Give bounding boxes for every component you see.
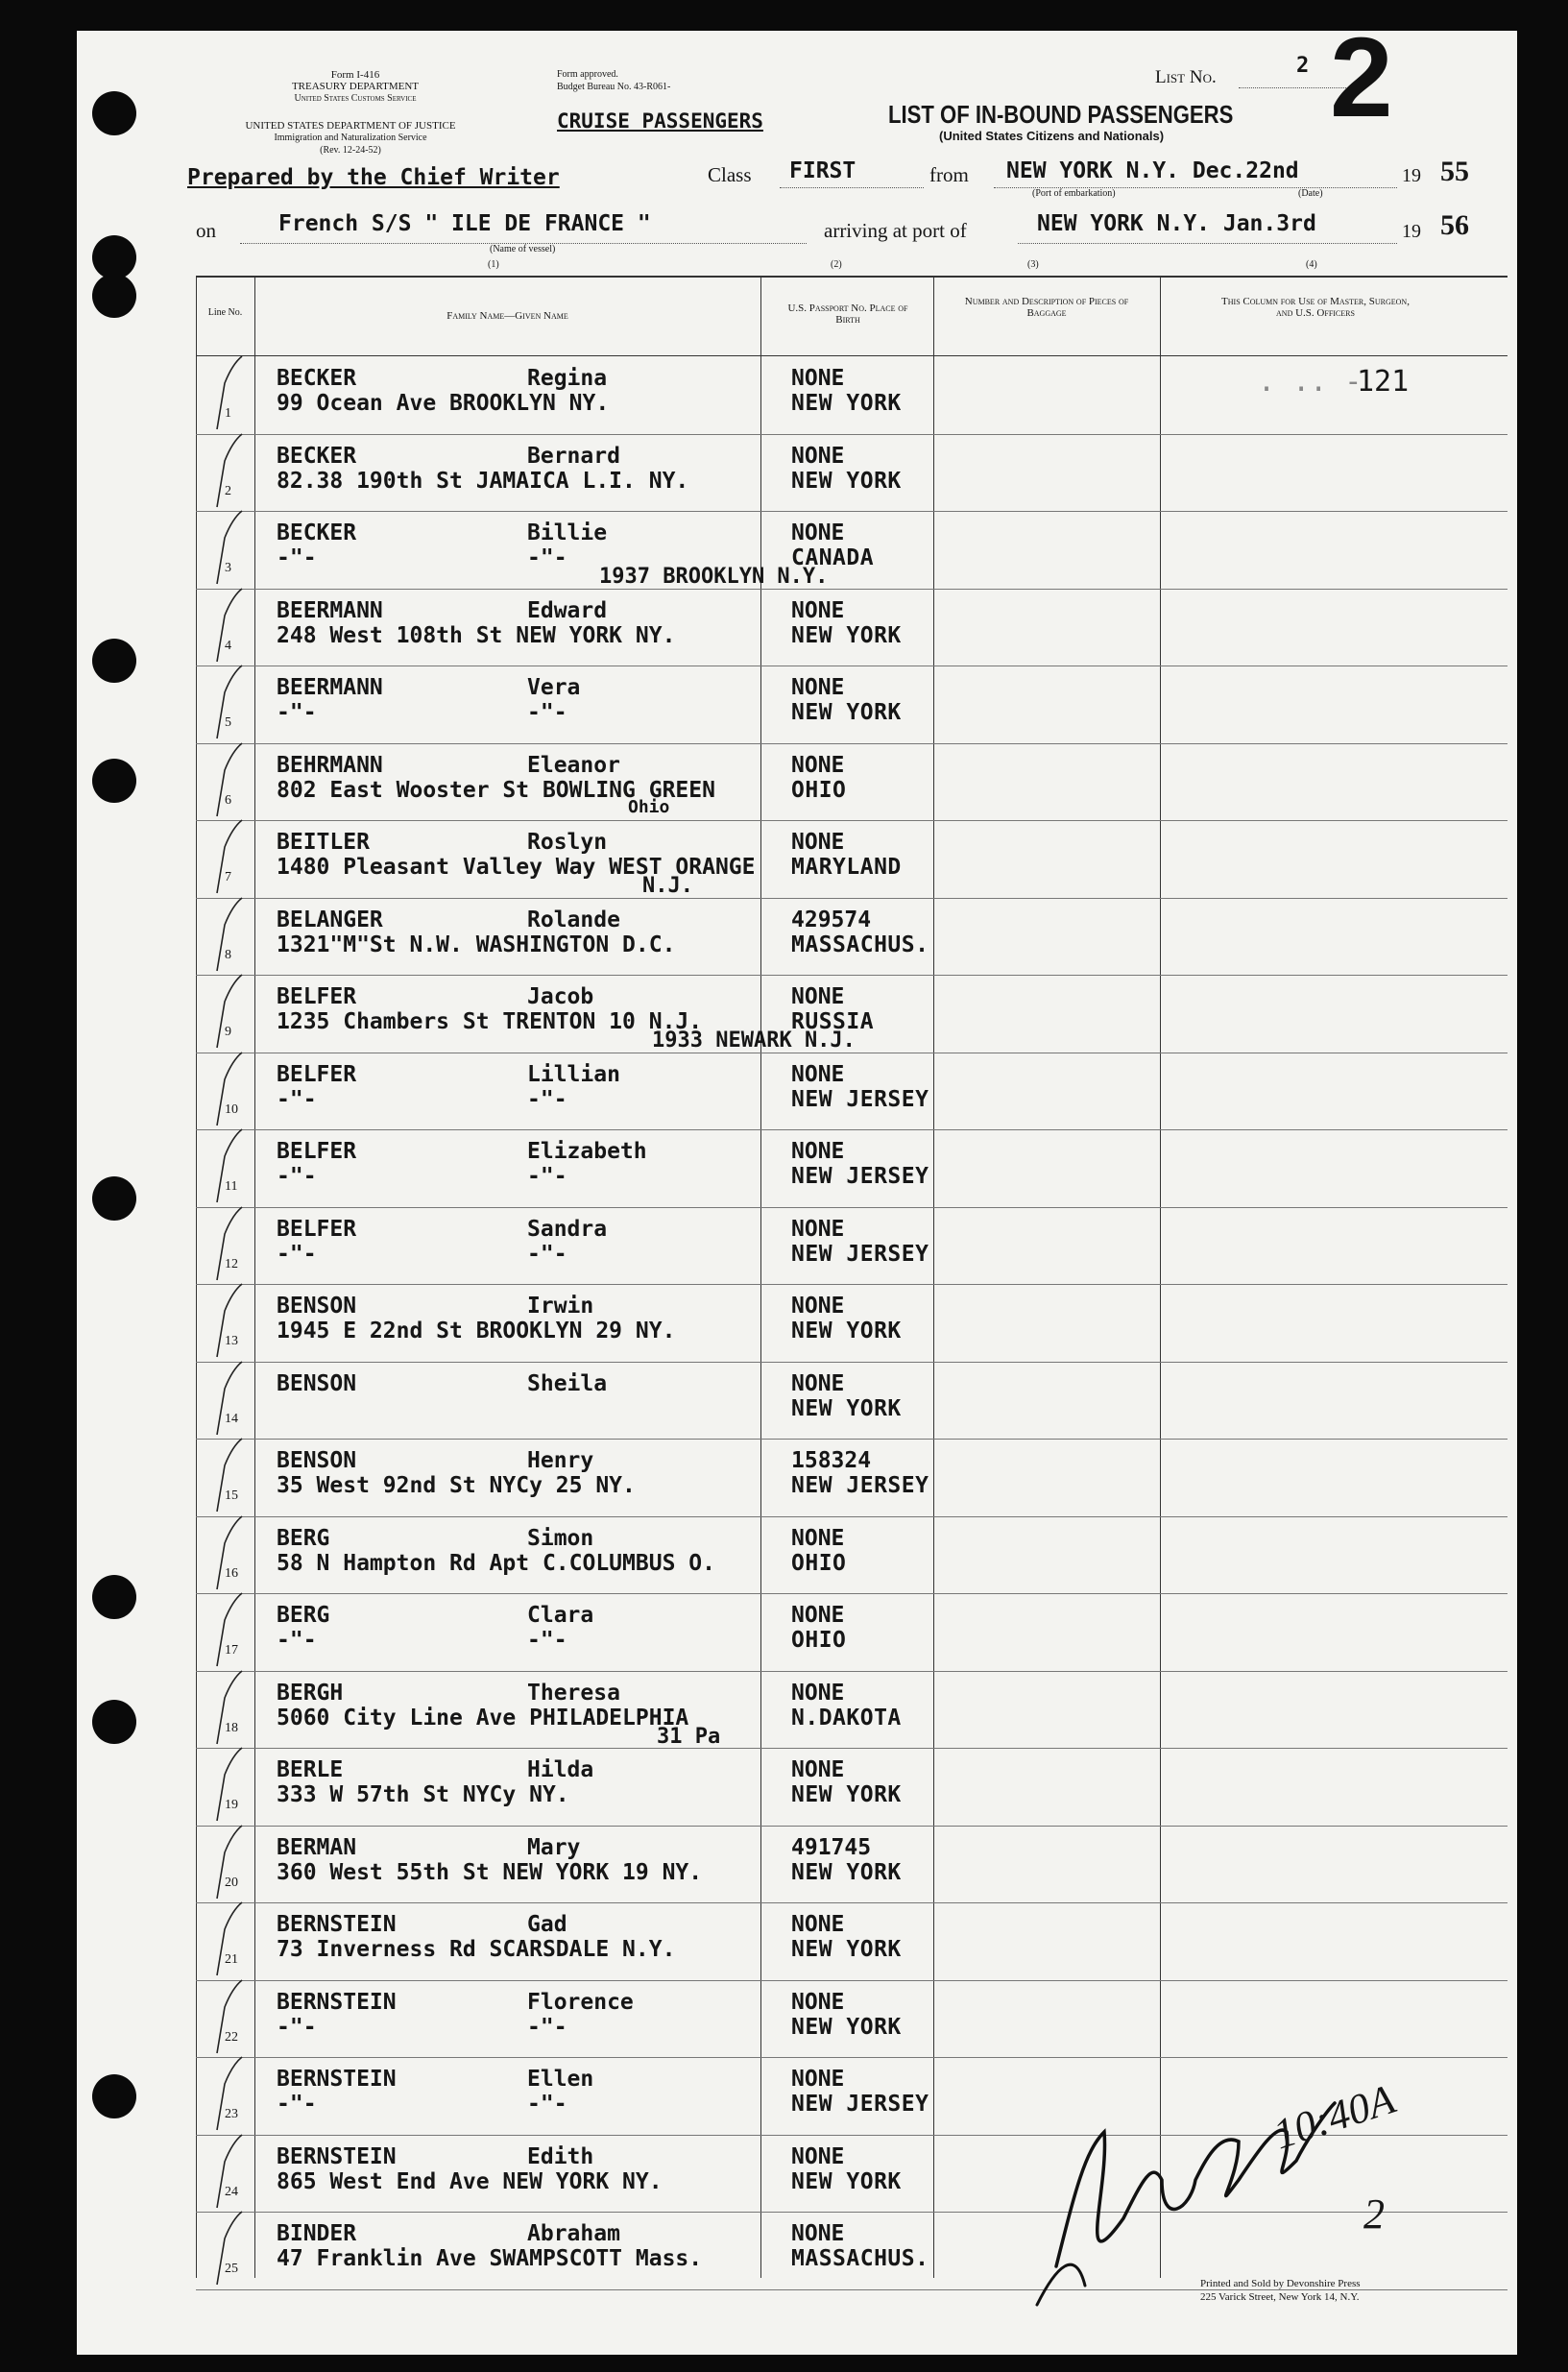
line-number: 8: [225, 947, 231, 962]
family-name: BEITLER: [277, 830, 370, 855]
place-of-birth: NEW YORK: [791, 2014, 902, 2040]
given-name: Elizabeth: [527, 1139, 647, 1164]
address: 35 West 92nd St NYCy 25 NY.: [277, 1473, 636, 1498]
address: 1945 E 22nd St BROOKLYN 29 NY.: [277, 1319, 676, 1343]
list-number-handwritten: 2: [1330, 14, 1393, 141]
passport-number: NONE: [791, 2221, 845, 2246]
check-mark-icon: [213, 1437, 244, 1513]
year1-prefix: 19: [1402, 165, 1421, 186]
prepared-by: Prepared by the Chief Writer: [187, 165, 560, 190]
family-name: BERNSTEIN: [277, 2067, 397, 2092]
place-of-birth: CANADA: [791, 545, 875, 570]
passport-number: NONE: [791, 1757, 845, 1782]
place-of-birth: NEW YORK: [791, 1319, 902, 1343]
table-row: [196, 1516, 1508, 1595]
address: 360 West 55th St NEW YORK 19 NY.: [277, 1859, 703, 1885]
officer-count: 121: [1357, 365, 1410, 399]
passport-number: NONE: [791, 1139, 845, 1164]
place-of-birth: NEW YORK: [791, 1782, 902, 1807]
passport-number: NONE: [791, 2067, 845, 2092]
family-name: BEERMANN: [277, 675, 383, 700]
check-mark-icon: [213, 1900, 244, 1977]
justice-label: UNITED STATES DEPARTMENT OF JUSTICE: [245, 120, 456, 132]
table-row: [196, 1593, 1508, 1672]
check-mark-icon: [213, 509, 244, 586]
table-row: [196, 1748, 1508, 1827]
cruise-stamp: CRUISE PASSENGERS: [557, 109, 763, 133]
passport-number: NONE: [791, 1912, 845, 1937]
address: -"-: [277, 1164, 317, 1189]
table-row: [196, 356, 1508, 435]
date-caption: (Date): [1298, 188, 1323, 199]
table-row: [196, 743, 1508, 822]
address: -"-: [277, 2014, 317, 2040]
address: -"-: [277, 545, 317, 570]
table-row: [196, 1207, 1508, 1286]
table-row: [196, 1129, 1508, 1208]
address: -"-: [277, 1628, 317, 1653]
document-subtitle: (United States Citizens and Nationals): [939, 129, 1165, 143]
address: 333 W 57th St NYCy NY.: [277, 1782, 569, 1807]
place-of-birth: OHIO: [791, 1550, 847, 1576]
faint-marks: . .. -: [1258, 365, 1363, 399]
table-row: [196, 511, 1508, 590]
address: -"-: [277, 700, 317, 725]
family-name: BECKER: [277, 443, 357, 469]
address: 58 N Hampton Rd Apt C.COLUMBUS O.: [277, 1550, 715, 1576]
family-name: BERMAN: [277, 1834, 357, 1860]
check-mark-icon: [213, 818, 244, 895]
check-mark-icon: [213, 1127, 244, 1204]
punch-hole: [92, 1575, 136, 1619]
address: 1235 Chambers St TRENTON 10 N.J.: [277, 1009, 703, 1034]
address: -"-: [277, 1086, 317, 1112]
line-number: 16: [225, 1565, 238, 1581]
family-name: BELFER: [277, 984, 357, 1009]
family-name: BERNSTEIN: [277, 1989, 397, 2015]
place-of-birth: MASSACHUS.: [791, 2246, 929, 2271]
address: 5060 City Line Ave PHILADELPHIA: [277, 1705, 689, 1731]
table-row: [196, 1053, 1508, 1131]
line-number: 3: [225, 561, 231, 575]
place-of-birth: NEW YORK: [791, 391, 902, 416]
arriving-label: arriving at port of: [824, 219, 967, 242]
line-number: 13: [225, 1334, 238, 1348]
given-name: Vera: [527, 675, 581, 700]
punch-hole: [92, 91, 136, 135]
line-number: 1: [225, 406, 231, 421]
table-row: [196, 975, 1508, 1053]
signature-time: 10:40A: [1267, 2074, 1401, 2159]
family-name: BECKER: [277, 366, 357, 391]
passport-number: 429574: [791, 907, 872, 932]
budget-label: Budget Bureau No. 43-R061-: [557, 82, 671, 92]
treasury-label: TREASURY DEPARTMENT: [291, 81, 420, 92]
line-number: 19: [225, 1798, 238, 1812]
family-name: BELFER: [277, 1216, 357, 1242]
check-mark-icon: [213, 1978, 244, 2055]
given-name-ditto: -"-: [527, 2092, 567, 2117]
given-name: Lillian: [527, 1061, 620, 1087]
check-mark-icon: [213, 1282, 244, 1359]
col-caption-3: (3): [1027, 259, 1039, 270]
signature-mark: 2: [1363, 2190, 1385, 2238]
header-officers: This Column for Use of Master, Surgeon, and U.S. Officers: [1221, 296, 1410, 319]
handwritten-note: 1937 BROOKLYN N.Y.: [599, 565, 829, 589]
address: 99 Ocean Ave BROOKLYN NY.: [277, 391, 610, 416]
vessel-name: French S/S " ILE DE FRANCE ": [278, 211, 651, 236]
check-mark-icon: [213, 1360, 244, 1437]
place-of-birth: NEW YORK: [791, 1859, 902, 1885]
col-caption-2: (2): [831, 259, 842, 270]
passport-number: NONE: [791, 1989, 845, 2015]
family-name: BECKER: [277, 520, 357, 545]
vessel-caption: (Name of vessel): [490, 244, 556, 254]
place-of-birth: MASSACHUS.: [791, 932, 929, 957]
list-number-label: List No.: [1155, 67, 1217, 87]
given-name: Florence: [527, 1989, 634, 2015]
passport-number: NONE: [791, 597, 845, 623]
place-of-birth: NEW JERSEY: [791, 1164, 929, 1189]
passport-number: NONE: [791, 366, 845, 391]
given-name: Gad: [527, 1912, 567, 1937]
given-name: Roslyn: [527, 830, 608, 855]
family-name: BELANGER: [277, 907, 383, 932]
family-name: BENSON: [277, 1448, 357, 1473]
given-name: Ellen: [527, 2067, 594, 2092]
passport-number: NONE: [791, 2143, 845, 2169]
check-mark-icon: [213, 1669, 244, 1746]
col-caption-1: (1): [488, 259, 499, 270]
handwritten-note: Ohio: [628, 796, 670, 817]
check-mark-icon: [213, 896, 244, 973]
check-mark-icon: [213, 1205, 244, 1282]
passport-number: NONE: [791, 520, 845, 545]
given-name: Eleanor: [527, 752, 620, 778]
given-name: Sandra: [527, 1216, 608, 1242]
given-name: Theresa: [527, 1680, 620, 1706]
place-of-birth: NEW YORK: [791, 622, 902, 648]
passport-number: NONE: [791, 1680, 845, 1706]
place-of-birth: NEW YORK: [791, 1937, 902, 1962]
punch-hole: [92, 639, 136, 683]
family-name: BERNSTEIN: [277, 2143, 397, 2169]
given-name: Regina: [527, 366, 608, 391]
family-name: BERG: [277, 1525, 330, 1551]
punch-hole: [92, 2074, 136, 2118]
address: 73 Inverness Rd SCARSDALE N.Y.: [277, 1937, 676, 1962]
table-row: [196, 1671, 1508, 1750]
family-name: BENSON: [277, 1294, 357, 1319]
place-of-birth: RUSSIA: [791, 1009, 875, 1034]
line-number: 25: [225, 2262, 238, 2276]
passport-number: NONE: [791, 675, 845, 700]
given-name: Billie: [527, 520, 608, 545]
line-number: 15: [225, 1489, 238, 1503]
table-row: [196, 1902, 1508, 1981]
given-name: Mary: [527, 1834, 581, 1860]
place-of-birth: NEW JERSEY: [791, 2092, 929, 2117]
printer-line-2: 225 Varick Street, New York 14, N.Y.: [1200, 2291, 1360, 2303]
line-number: 10: [225, 1101, 238, 1117]
approved-label: Form approved.: [557, 69, 618, 80]
given-name-ditto: -"-: [527, 700, 567, 725]
table-row: [196, 1980, 1508, 2059]
given-name-ditto: -"-: [527, 1086, 567, 1112]
family-name: BERNSTEIN: [277, 1912, 397, 1937]
customs-label: United States Customs Service: [294, 93, 417, 104]
year2-prefix: 19: [1402, 221, 1421, 242]
check-mark-icon: [213, 741, 244, 818]
handwritten-note: 31 Pa: [657, 1724, 721, 1749]
check-mark-icon: [213, 587, 244, 664]
given-name-ditto: -"-: [527, 2014, 567, 2040]
check-mark-icon: [213, 1514, 244, 1591]
passport-number: NONE: [791, 1525, 845, 1551]
line-number: 11: [225, 1179, 238, 1194]
given-name: Clara: [527, 1603, 594, 1628]
family-name: BERLE: [277, 1757, 344, 1782]
address: 802 East Wooster St BOWLING GREEN: [277, 777, 715, 803]
place-of-birth: NEW JERSEY: [791, 1473, 929, 1498]
check-mark-icon: [213, 2210, 244, 2287]
handwritten-note: 1933 NEWARK N.J.: [652, 1029, 856, 1053]
passport-number: NONE: [791, 830, 845, 855]
line-number: 12: [225, 1256, 238, 1271]
port-caption: (Port of embarkation): [1032, 188, 1116, 199]
from-value: NEW YORK N.Y. Dec.22nd: [1006, 158, 1299, 183]
place-of-birth: NEW YORK: [791, 2168, 902, 2194]
given-name-ditto: -"-: [527, 1164, 567, 1189]
check-mark-icon: [213, 2055, 244, 2132]
given-name: Bernard: [527, 443, 620, 469]
given-name: Sheila: [527, 1370, 608, 1396]
line-number: 9: [225, 1025, 231, 1039]
place-of-birth: N.DAKOTA: [791, 1705, 902, 1731]
line-number: 24: [225, 2184, 238, 2199]
from-label: from: [929, 163, 969, 186]
table-row: [196, 666, 1508, 744]
table-row: [196, 820, 1508, 899]
address: 1480 Pleasant Valley Way WEST ORANGE: [277, 855, 756, 880]
table-row: [196, 1284, 1508, 1363]
family-name: BELFER: [277, 1139, 357, 1164]
given-name: Jacob: [527, 984, 594, 1009]
place-of-birth: MARYLAND: [791, 855, 902, 880]
family-name: BINDER: [277, 2221, 357, 2246]
family-name: BELFER: [277, 1061, 357, 1087]
year1: 55: [1440, 156, 1469, 187]
line-number: 2: [225, 483, 231, 498]
line-number: 14: [225, 1411, 238, 1426]
header-passport: U.S. Passport No. Place of Birth: [787, 303, 908, 326]
given-name: Edward: [527, 597, 608, 623]
punch-hole: [92, 1176, 136, 1221]
line-number: 21: [225, 1952, 238, 1967]
passport-number: NONE: [791, 1061, 845, 1087]
address: -"-: [277, 1241, 317, 1267]
col-caption-4: (4): [1306, 259, 1317, 270]
table-row: [196, 898, 1508, 977]
passport-number: NONE: [791, 443, 845, 469]
passport-number: 491745: [791, 1834, 872, 1860]
family-name: BERGH: [277, 1680, 344, 1706]
place-of-birth: NEW JERSEY: [791, 1241, 929, 1267]
punch-hole: [92, 759, 136, 803]
check-mark-icon: [213, 1824, 244, 1900]
line-number: 6: [225, 792, 231, 808]
check-mark-icon: [213, 2133, 244, 2210]
family-name: BEERMANN: [277, 597, 383, 623]
check-mark-icon: [213, 973, 244, 1050]
line-number: 5: [225, 715, 231, 730]
place-of-birth: NEW YORK: [791, 1395, 902, 1421]
table-row: [196, 434, 1508, 513]
given-name: Hilda: [527, 1757, 594, 1782]
passport-number: 158324: [791, 1448, 872, 1473]
check-mark-icon: [213, 664, 244, 740]
punch-hole: [92, 274, 136, 318]
line-number: 20: [225, 1875, 238, 1890]
header-line-no: Line No.: [207, 307, 243, 318]
punch-hole: [92, 1700, 136, 1744]
family-name: BERG: [277, 1603, 330, 1628]
address: 82.38 190th St JAMAICA L.I. NY.: [277, 468, 689, 494]
place-of-birth: OHIO: [791, 777, 847, 803]
check-mark-icon: [213, 1051, 244, 1127]
given-name: Rolande: [527, 907, 620, 932]
table-row: [196, 1826, 1508, 1904]
place-of-birth: OHIO: [791, 1628, 847, 1653]
given-name: Abraham: [527, 2221, 620, 2246]
address: 865 West End Ave NEW YORK NY.: [277, 2168, 663, 2194]
passport-number: NONE: [791, 1294, 845, 1319]
place-of-birth: NEW YORK: [791, 468, 902, 494]
address: -"-: [277, 2092, 317, 2117]
given-name-ditto: -"-: [527, 1628, 567, 1653]
passport-number: NONE: [791, 1216, 845, 1242]
family-name: BEHRMANN: [277, 752, 383, 778]
line-number: 4: [225, 638, 231, 653]
table-row: [196, 1439, 1508, 1517]
passport-number: NONE: [791, 984, 845, 1009]
check-mark-icon: [213, 432, 244, 509]
class-value: FIRST: [789, 158, 856, 183]
passport-number: NONE: [791, 1370, 845, 1396]
printer-line-1: Printed and Sold by Devonshire Press: [1200, 2278, 1361, 2289]
address: 1321"M"St N.W. WASHINGTON D.C.: [277, 932, 676, 957]
ins-label: Immigration and Naturalization Service: [274, 133, 427, 143]
passport-number: NONE: [791, 1603, 845, 1628]
check-mark-icon: [213, 1591, 244, 1668]
check-mark-icon: [213, 1746, 244, 1823]
table-row: [196, 589, 1508, 667]
list-number-small: 2: [1296, 54, 1310, 78]
on-label: on: [196, 219, 216, 242]
class-label: Class: [708, 163, 752, 186]
address: 248 West 108th St NEW YORK NY.: [277, 622, 676, 648]
arriving-value: NEW YORK N.Y. Jan.3rd: [1037, 211, 1316, 236]
form-number: Form I-416: [330, 69, 380, 81]
header-baggage: Number and Description of Pieces of Baggage: [964, 296, 1129, 319]
place-of-birth: NEW JERSEY: [791, 1086, 929, 1112]
handwritten-note: N.J.: [642, 874, 693, 898]
header-name: Family Name—Given Name: [446, 310, 568, 322]
given-name: Irwin: [527, 1294, 594, 1319]
rev-label: (Rev. 12-24-52): [320, 145, 381, 156]
document-title: LIST OF IN-BOUND PASSENGERS: [888, 100, 1234, 129]
given-name-ditto: -"-: [527, 1241, 567, 1267]
line-number: 23: [225, 2107, 238, 2121]
line-number: 17: [225, 1643, 238, 1658]
given-name: Edith: [527, 2143, 594, 2169]
given-name: Simon: [527, 1525, 594, 1551]
passport-number: NONE: [791, 752, 845, 778]
table-row: [196, 1362, 1508, 1440]
family-name: BENSON: [277, 1370, 357, 1396]
check-mark-icon: [213, 354, 244, 431]
line-number: 22: [225, 2029, 238, 2045]
line-number: 18: [225, 1720, 238, 1735]
given-name-ditto: -"-: [527, 545, 567, 570]
year2: 56: [1440, 209, 1469, 241]
given-name: Henry: [527, 1448, 594, 1473]
address: 47 Franklin Ave SWAMPSCOTT Mass.: [277, 2246, 703, 2271]
line-number: 7: [225, 870, 231, 884]
place-of-birth: NEW YORK: [791, 700, 902, 725]
